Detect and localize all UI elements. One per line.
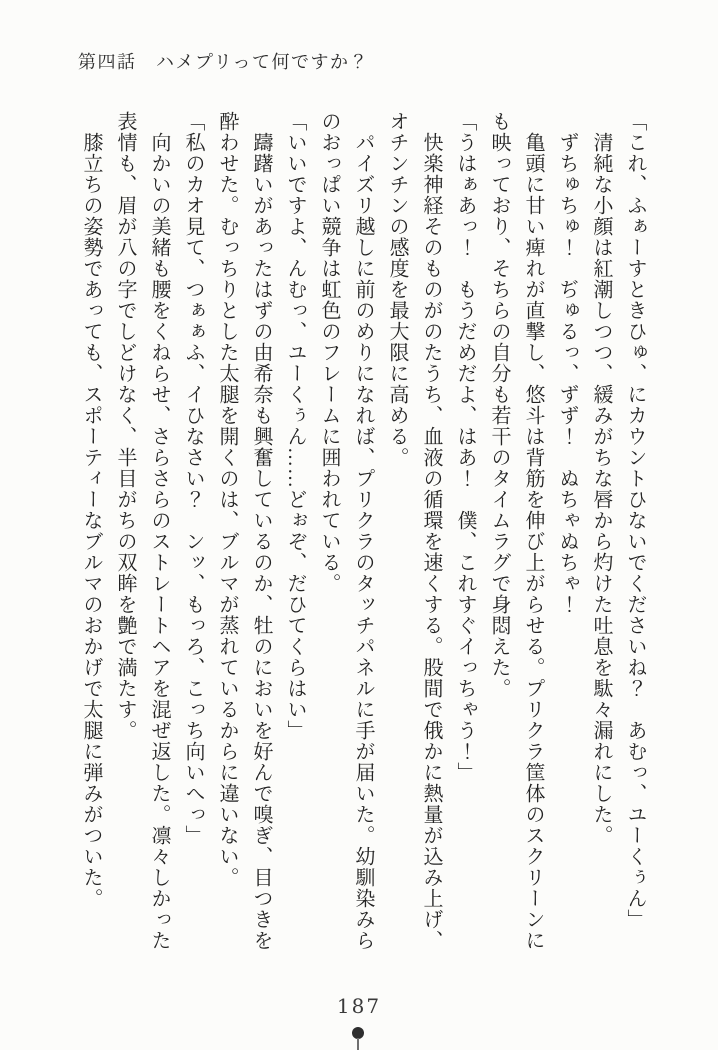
text-column: 向かいの美緒も腰をくねらせ、さらさらのストレートヘアを混ぜ返した。凛々しかった [148, 111, 170, 951]
page-number: 187 [336, 994, 382, 1018]
text-column: 「いいですよ、んむっ、ユーくぅん……どぉぞ、だひてくらはい」 [284, 111, 306, 741]
text-column: のおっぱい競争は虹色のフレームに囲われている。 [318, 111, 340, 594]
text-column: オチンチンの感度を最大限に高める。 [386, 111, 408, 468]
text-column: 酔わせた。むっちりとした太腿を開くのは、ブルマが蒸れているからに違いない。 [216, 111, 238, 888]
text-column: 清純な小顔は紅潮しつつ、緩みがちな唇から灼けた吐息を駄々漏れにした。 [590, 111, 612, 846]
pin-stem [357, 1038, 359, 1050]
text-column: 「これ、ふぁーすときひゅ、にカウントひないでくださいね？ あむっ、ユーくぅん」 [624, 111, 646, 930]
text-column: 「うはぁあっ！ もうだめだよ、はあ！ 僕、これすぐイっちゃう！」 [454, 111, 476, 783]
text-column: 亀頭に甘い痺れが直撃し、悠斗は背筋を伸び上がらせる。プリクラ筐体のスクリーンに [522, 111, 544, 951]
text-column: ずちゅちゅ！ ぢゅるっ、ずず！ ぬちゃぬちゃ！ [556, 111, 578, 615]
chapter-header: 第四話 ハメプリって何ですか？ [78, 52, 370, 72]
text-column: も映っており、そちらの自分も若干のタイムラグで身悶えた。 [488, 111, 510, 699]
text-column: パイズリ越しに前のめりになれば、プリクラのタッチパネルに手が届いた。幼馴染みら [352, 111, 374, 951]
body-text-block [74, 111, 652, 997]
text-column: 「私のカオ見て、つぁぁふ、イひなさい？ ンッ、もっろ、こっち向いへっ」 [182, 111, 204, 846]
pin-marker-icon [351, 1027, 365, 1050]
text-column: 快楽神経そのものがのたうち、血液の循環を速くする。股間で俄かに熱量が込み上げ、 [420, 111, 442, 951]
text-column: 躊躇いがあったはずの由希奈も興奮しているのか、牡のにおいを好んで嗅ぎ、目つきを [250, 111, 272, 951]
text-column: 膝立ちの姿勢であっても、スポーティーなブルマのおかげで太腿に弾みがついた。 [80, 111, 102, 909]
text-column: 表情も、眉が八の字でしどけなく、半目がちの双眸を艶で満たす。 [114, 111, 136, 741]
